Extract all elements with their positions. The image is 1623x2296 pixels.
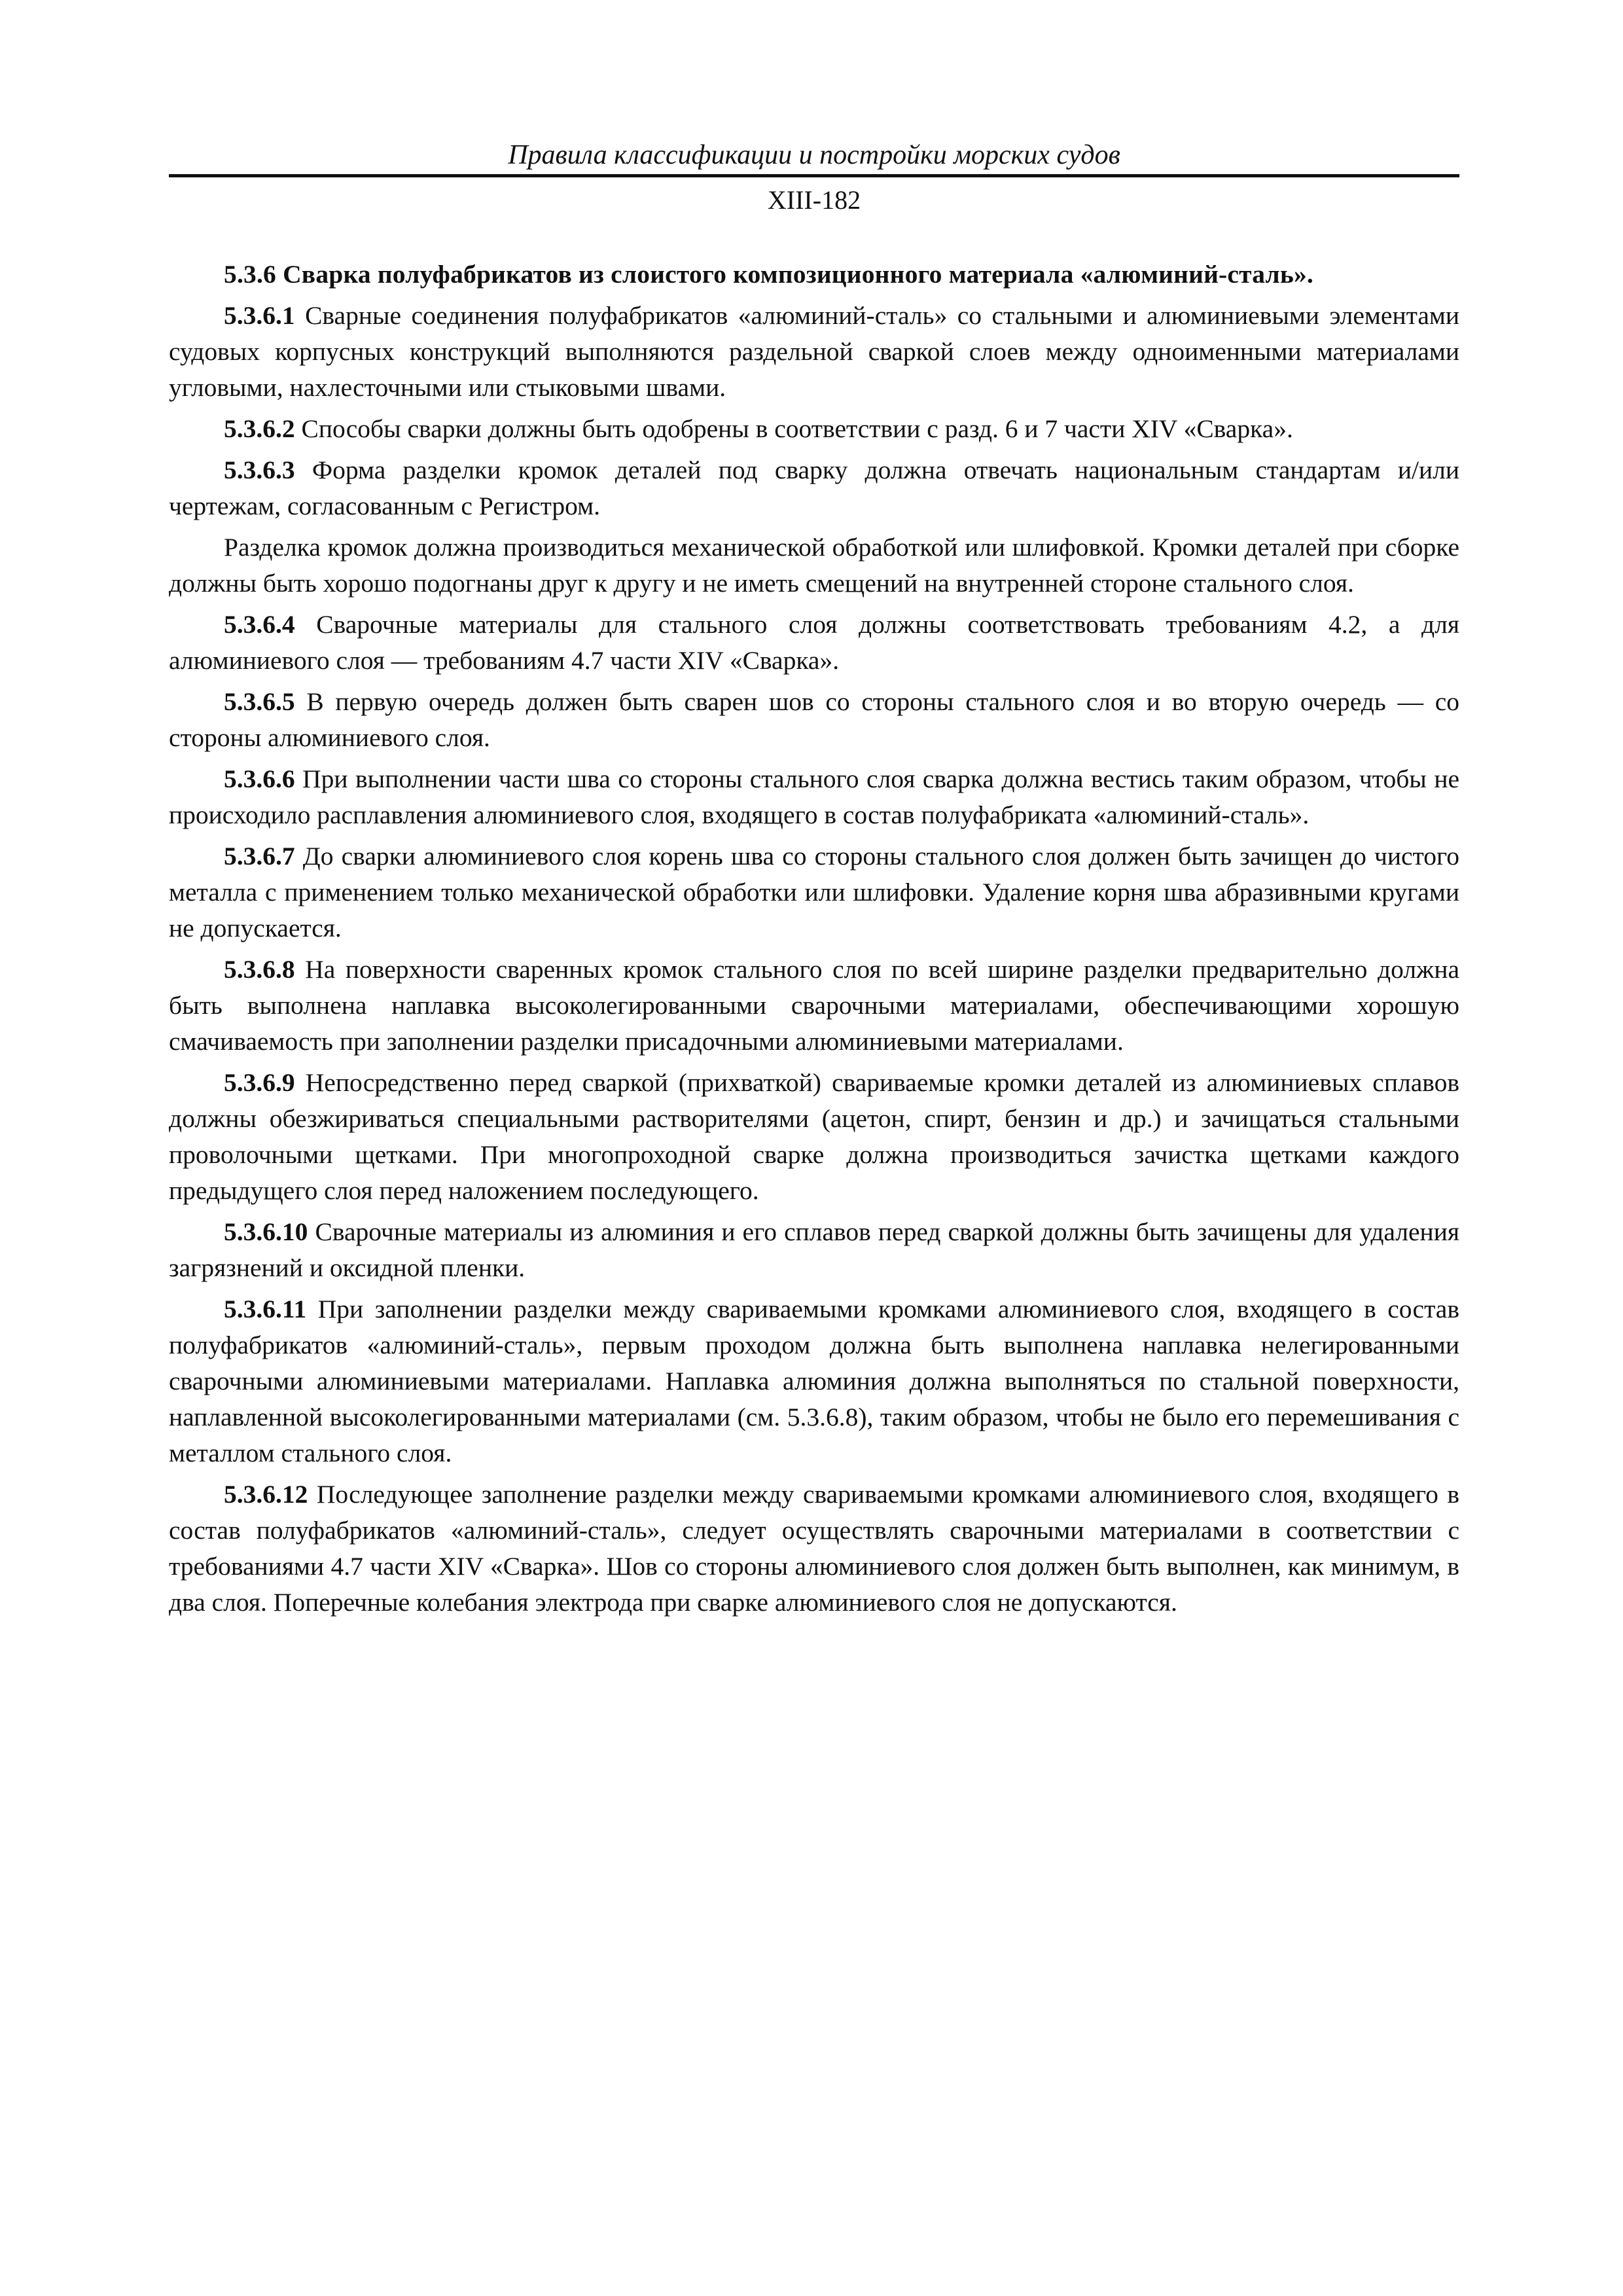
- paragraph-text: В первую очередь должен быть сварен шов со стороны стального слоя и во вторую очередь — со стороны алюминиевого слоя.: [169, 687, 1459, 752]
- paragraph-number: 5.3.6.10: [224, 1217, 308, 1246]
- paragraph: [169, 411, 1459, 447]
- paragraph-text: На поверхности сваренных кромок стального слоя по всей ширине разделки предварительно должна быть выполнена наплавка высоколегированными сварочными материалами, обеспечивающими хорошую смачиваемость при заполнении разделки присадочными алюминиевыми материалами.: [169, 955, 1460, 1056]
- paragraph: [169, 1214, 1459, 1286]
- header-rule: [169, 174, 1459, 177]
- paragraph-number: 5.3.6.4: [224, 610, 295, 639]
- paragraph-text: Способы сварки должны быть одобрены в соответствии с разд. 6 и 7 части XIV «Сварка».: [301, 414, 1293, 443]
- paragraph-text: Сварочные материалы из алюминия и его сплавов перед сваркой должны быть зачищены для удаления загрязнений и оксидной пленки.: [169, 1217, 1459, 1282]
- paragraph: [169, 1065, 1459, 1209]
- paragraph: [169, 684, 1459, 756]
- paragraph-number: 5.3.6.11: [224, 1295, 307, 1323]
- page-number: XIII-182: [767, 185, 861, 215]
- paragraph: [169, 838, 1459, 946]
- paragraph-number: 5.3.6.6: [224, 764, 295, 793]
- paragraph-number: 5.3.6.8: [224, 955, 295, 984]
- paragraph: [169, 952, 1459, 1060]
- paragraph-number: 5.3.6.5: [224, 687, 295, 716]
- paragraph-text: Сварные соединения полуфабрикатов «алюминий-сталь» со стальными и алюминиевыми элементами судовых корпусных конструкций выполняются раздельной сваркой слоев между одноименными материалами угловыми, нахлесточными или стыковыми швами.: [169, 301, 1460, 402]
- section-number: 5.3.6: [224, 260, 276, 289]
- body-text: [169, 257, 1459, 1626]
- paragraph: [169, 607, 1459, 679]
- paragraph-text: Форма разделки кромок деталей под сварку должна отвечать национальным стандартам и/или чертежам, согласованным с Регистром.: [169, 456, 1460, 520]
- paragraph: [169, 1477, 1459, 1621]
- paragraph-number: 5.3.6.3: [224, 456, 295, 484]
- paragraph-text: При заполнении разделки между свариваемыми кромками алюминиевого слоя, входящего в состав полуфабрикатов «алюминий-сталь», первым проходом должна быть выполнена наплавка нелегированными сварочными алюминиевыми материалами. Наплавка алюминия должна выполняться по стальной поверхности, наплавленной высоколегированными материалами (см. 5.3.6.8), таким образом, чтобы не было его перемешивания с металлом стального слоя.: [169, 1295, 1459, 1467]
- paragraph: [169, 529, 1459, 601]
- paragraph-text: Непосредственно перед сваркой (прихваткой) свариваемые кромки деталей из алюминиевых сплавов должны обезжириваться специальными растворителями (ацетон, спирт, бензин и др.) и зачищаться стальными проволочными щетками. При многопроходной сварке должна производиться зачистка щетками каждого предыдущего слоя перед наложением последующего.: [169, 1068, 1460, 1205]
- paragraph-text: Последующее заполнение разделки между свариваемыми кромками алюминиевого слоя, входящего в состав полуфабрикатов «алюминий-сталь», следует осуществлять сварочными материалами в соответствии с требованиями 4.7 части XIV «Сварка». Шов со стороны алюминиевого слоя должен быть выполнен, как минимум, в два слоя. Поперечные колебания электрода при сварке алюминиевого слоя не допускаются.: [169, 1480, 1460, 1617]
- paragraph-text: Разделка кромок должна производиться механической обработкой или шлифовкой. Кромки деталей при сборке должны быть хорошо подогнаны друг к другу и не иметь смещений на внутренней стороне стального слоя.: [169, 533, 1459, 598]
- paragraph: [169, 298, 1459, 406]
- paragraph: [169, 452, 1459, 524]
- paragraph-number: 5.3.6.9: [224, 1068, 295, 1097]
- paragraph-text: До сварки алюминиевого слоя корень шва со стороны стального слоя должен быть зачищен до чистого металла с применением только механической обработки или шлифовки. Удаление корня шва абразивными кругами не допускается.: [169, 842, 1459, 942]
- paragraph: [169, 761, 1459, 833]
- paragraph-number: 5.3.6.2: [224, 414, 295, 443]
- paragraph-text: Сварочные материалы для стального слоя должны соответствовать требованиям 4.2, а для алюминиевого слоя — требованиям 4.7 части XIV «Сварка».: [169, 610, 1459, 675]
- running-head: Правила классификации и постройки морских судов: [508, 140, 1120, 170]
- paragraph-number: 5.3.6.7: [224, 842, 295, 870]
- paragraph-number: 5.3.6.1: [224, 301, 295, 330]
- section-heading: [169, 257, 1459, 293]
- paragraph: [169, 1291, 1459, 1471]
- paragraph-number: 5.3.6.12: [224, 1480, 308, 1509]
- paragraph-text: При выполнении части шва со стороны стального слоя сварка должна вестись таким образом, чтобы не происходило расплавления алюминиевого слоя, входящего в состав полуфабриката «алюминий-сталь».: [169, 764, 1459, 829]
- section-title: Сварка полуфабрикатов из слоистого композиционного материала «алюминий-сталь».: [283, 260, 1313, 289]
